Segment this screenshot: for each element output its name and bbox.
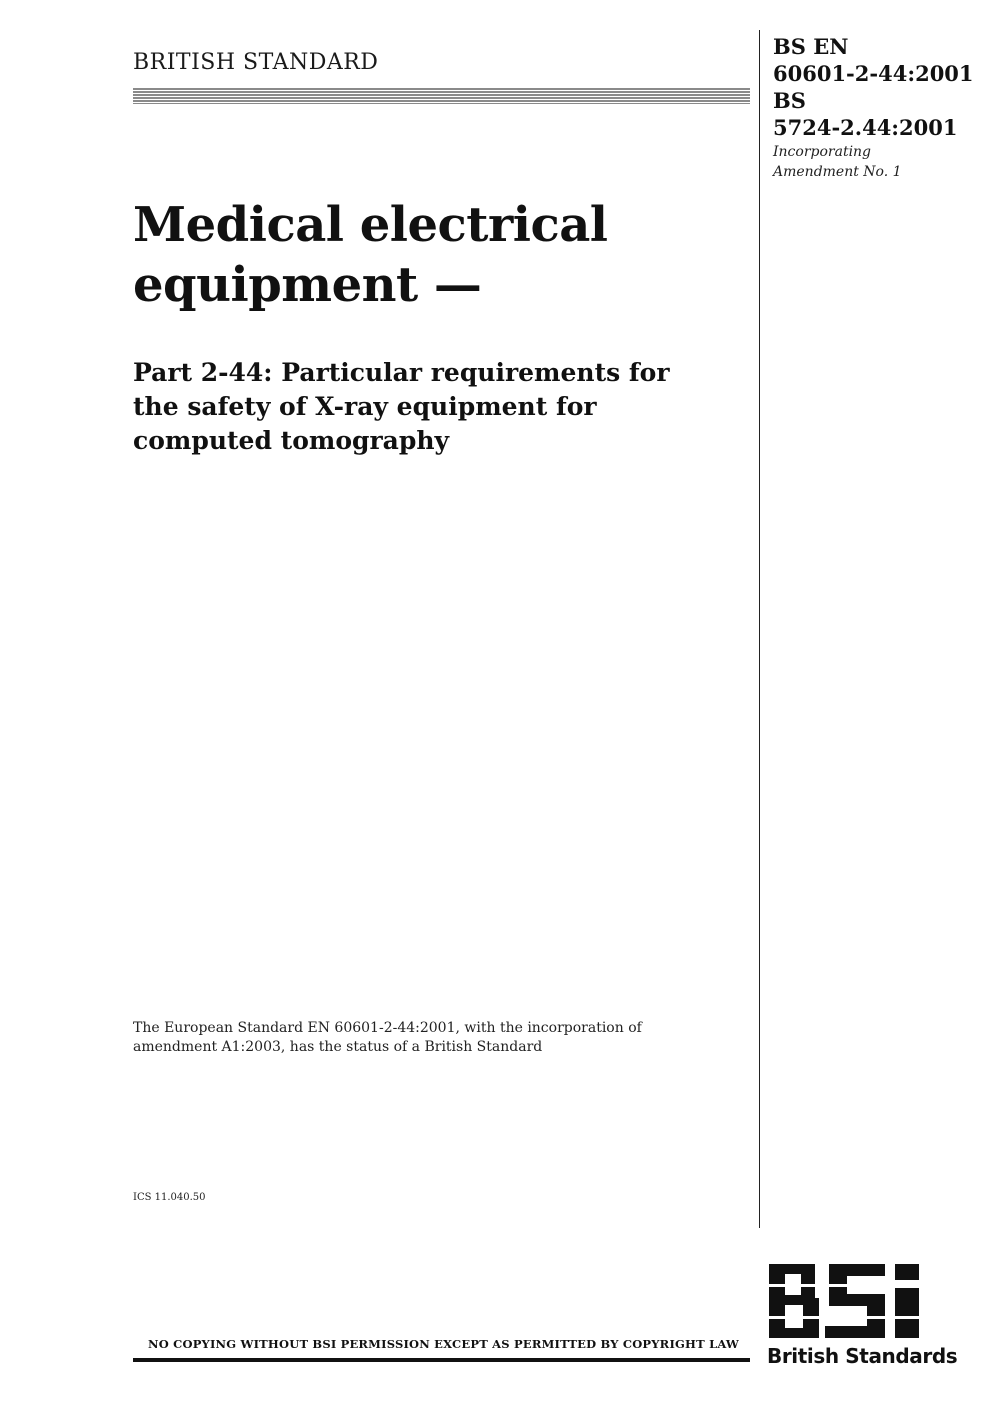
document-title xyxy=(133,195,733,315)
standard-number xyxy=(773,33,983,141)
bsi-logo xyxy=(765,1262,958,1372)
document-title-line: Medical electrical xyxy=(133,197,608,253)
header-rule-bar xyxy=(133,88,750,104)
document-subtitle xyxy=(133,356,743,458)
copyright-notice: NO COPYING WITHOUT BSI PERMISSION EXCEPT AS PERMITTED BY COPYRIGHT LAW xyxy=(148,1337,740,1351)
standard-number-line: 60601-2-44:2001 xyxy=(773,61,974,86)
amendment-note xyxy=(773,142,902,182)
document-header-label: BRITISH STANDARD xyxy=(133,50,379,75)
document-subtitle-line: computed tomography xyxy=(133,426,450,455)
document-subtitle-line: Part 2-44: Particular requirements for xyxy=(133,358,670,387)
standard-number-line: 5724-2.44:2001 xyxy=(773,115,958,140)
bsi-logo-mark xyxy=(765,1262,945,1344)
ics-code: ICS 11.040.50 xyxy=(133,1192,206,1203)
footer-rule xyxy=(133,1358,750,1362)
sidebar-divider xyxy=(759,30,760,1228)
amendment-note-line: Amendment No. 1 xyxy=(773,164,902,180)
status-statement-line: The European Standard EN 60601-2-44:2001, with the incorporation of xyxy=(133,1020,642,1036)
bsi-logo-caption: British Standards xyxy=(767,1344,958,1368)
amendment-note-line: Incorporating xyxy=(773,144,872,160)
standard-number-line: BS EN xyxy=(773,34,849,59)
status-statement xyxy=(133,1019,733,1057)
status-statement-line: amendment A1:2003, has the status of a British Standard xyxy=(133,1039,543,1055)
document-title-line: equipment — xyxy=(133,257,482,313)
document-subtitle-line: the safety of X-ray equipment for xyxy=(133,392,597,421)
standard-number-line: BS xyxy=(773,88,806,113)
